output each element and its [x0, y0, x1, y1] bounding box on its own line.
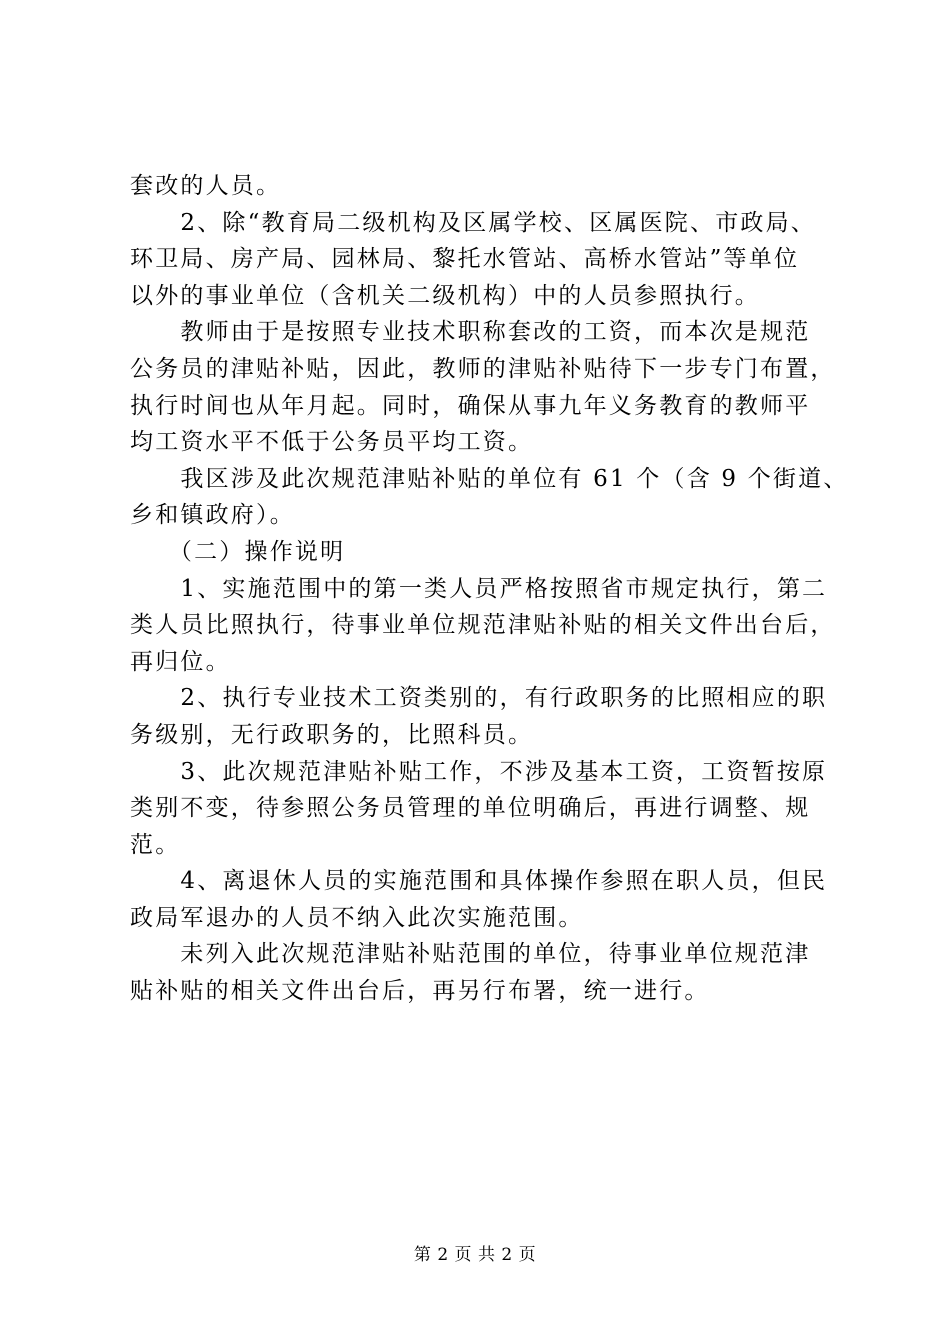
text-line: 公务员的津贴补贴，因此，教师的津贴补贴待下一步专门布置， — [130, 355, 836, 382]
text-line: 2、执行专业技术工资类别的，有行政职务的比照相应的职 — [130, 685, 828, 712]
text-line: 2、除“教育局二级机构及区属学校、区属医院、市政局、 — [130, 209, 816, 236]
text-line: 贴补贴的相关文件出台后，再另行布署，统一进行。 — [130, 978, 710, 1005]
text-line: 1、实施范围中的第一类人员严格按照省市规定执行，第二 — [130, 575, 828, 602]
document-body — [130, 168, 849, 1010]
section-heading: （二）操作说明 — [130, 538, 346, 565]
text-line: 4、离退休人员的实施范围和具体操作参照在职人员，但民 — [130, 868, 828, 895]
text-line: 以外的事业单位（含机关二级机构）中的人员参照执行。 — [130, 282, 760, 309]
text-line: 类别不变，待参照公务员管理的单位明确后，再进行调整、规 — [130, 795, 811, 822]
text-line: 执行时间也从年月起。同时，确保从事九年义务教育的教师平 — [130, 392, 811, 419]
text-line: 环卫局、房产局、园林局、黎托水管站、高桥水管站”等单位 — [130, 246, 800, 273]
text-line: 未列入此次规范津贴补贴范围的单位，待事业单位规范津 — [130, 941, 811, 968]
text-line: 务级别，无行政职务的，比照科员。 — [130, 721, 534, 748]
page-number-footer: 第 2 页 共 2 页 — [413, 1245, 537, 1265]
text-line: 政局军退办的人员不纳入此次实施范围。 — [130, 904, 584, 931]
text-line: 类人员比照执行，待事业单位规范津贴补贴的相关文件出台后， — [130, 612, 836, 639]
text-line: 乡和镇政府）。 — [130, 502, 295, 529]
text-line: 套改的人员。 — [130, 173, 282, 199]
text-line: 教师由于是按照专业技术职称套改的工资，而本次是规范 — [130, 319, 811, 346]
text-line: 再归位。 — [130, 648, 231, 675]
text-line: 3、此次规范津贴补贴工作，不涉及基本工资，工资暂按原 — [130, 758, 828, 785]
text-line: 范。 — [130, 831, 181, 858]
text-line: 均工资水平不低于公务员平均工资。 — [130, 429, 534, 456]
text-line: 我区涉及此次规范津贴补贴的单位有 61 个（含 9 个街道、 — [130, 465, 849, 492]
